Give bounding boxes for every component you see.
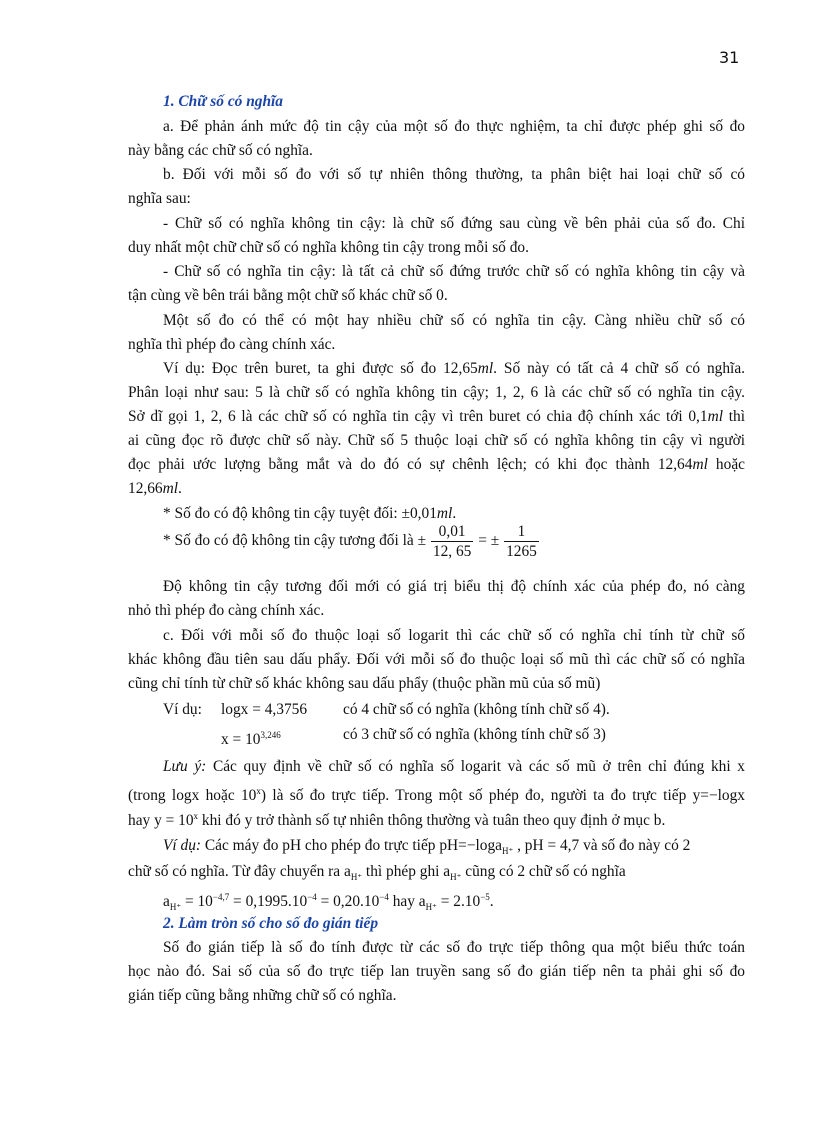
bullet-line: duy nhất một chữ chữ số có nghĩa không tin cậy trong mỗi số đo.: [128, 239, 529, 256]
paragraph-line: b. Đối với mỗi số đo với số tự nhiên thông thường, ta phân biệt hai loại chữ số có: [163, 166, 745, 183]
example-line: chữ số có nghĩa. Từ đây chuyển ra $a_{H^+}$ thì phép ghi $a_{H^+}$ cũng có 2 chữ số có nghĩa: [128, 863, 626, 882]
note-line: (trong logx hoặc 10$^x$) là số đo trực tiếp. Trong một số phép đo, người ta đo trực tiếp y=−logx: [128, 786, 745, 804]
paragraph-line: Số đo gián tiếp là số đo tính được từ các số đo trực tiếp thông qua một biểu thức toán: [163, 939, 745, 956]
example-line: ai cũng đọc rõ được chữ số này. Chữ số 5 thuộc loại chữ số có nghĩa không tin cậy vì người: [128, 432, 745, 449]
paragraph-line: học nào đó. Sai số của số đo trực tiếp lan truyền sang số đo gián tiếp nên ta phải ghi số đo: [128, 963, 745, 980]
relative-uncertainty-formula: * Số đo có độ không tin cậy tương đối là ± $\frac{0,01}{12, 65}$ = ± $\frac{1}{1265}$: [163, 523, 537, 560]
paragraph-line: này bằng các chữ số có nghĩa.: [128, 142, 313, 159]
fraction: $\frac{0,01}{12, 65}$: [432, 523, 472, 560]
note-line: hay $y = 10^x$ khi đó y trở thành số tự nhiên thông thường và tuân theo quy định ở mục b.: [128, 811, 666, 829]
page-number: 31: [719, 48, 740, 67]
bullet-line: - Chữ số có nghĩa tin cậy: là tất cả chữ số đứng trước chữ số có nghĩa không tin cậy và: [163, 263, 745, 280]
section-heading-1: 1. Chữ số có nghĩa: [163, 93, 283, 110]
paragraph-line: Một số đo có thể có một hay nhiều chữ số có nghĩa tin cậy. Càng nhiều chữ số có: [163, 312, 745, 329]
example-line: Ví dụ: Các máy đo pH cho phép đo trực tiếp pH=−loga$_{H^+}$ , pH = 4,7 và số đo này có 2: [163, 837, 691, 856]
paragraph-line: c. Đối với mỗi số đo thuộc loại số logarit thì các chữ số có nghĩa chỉ tính từ chữ số: [163, 627, 745, 644]
paragraph-line: Độ không tin cậy tương đối mới có giá trị biểu thị độ chính xác của phép đo, nó càng: [163, 578, 745, 595]
section-heading-2: 2. Làm tròn số cho số đo gián tiếp: [163, 915, 379, 932]
example-line: đọc phải ước lượng bằng mắt và do đó có sự chênh lệch; có khi đọc thành 12,64ml hoặc: [128, 456, 745, 473]
example-equation: $a_{H^+} = 10^{-4,7} = 0,1995.10^{-4} = 0,20.10^{-4}$ hay $a_{H^+} = 2.10^{-5}$.: [163, 892, 494, 912]
paragraph-line: nghĩa thì phép đo càng chính xác.: [128, 336, 336, 353]
absolute-uncertainty: * Số đo có độ không tin cậy tuyệt đối: ±0,01ml.: [163, 505, 457, 522]
paragraph-line: nghĩa sau:: [128, 190, 191, 207]
example-line: 12,66ml.: [128, 480, 182, 497]
paragraph-line: khác không đầu tiên sau dấu phẩy. Đối với mỗi số đo thuộc loại số mũ thì các chữ số có nghĩa: [128, 651, 745, 668]
example-line: Ví dụ: Đọc trên buret, ta ghi được số đo 12,65ml. Số này có tất cả 4 chữ số có nghĩa.: [163, 360, 745, 377]
example-line: Sở dĩ gọi 1, 2, 6 là các chữ số có nghĩa tin cậy vì trên buret có chia độ chính xác tới 0,1ml thì: [128, 408, 745, 425]
bullet-line: - Chữ số có nghĩa không tin cậy: là chữ số đứng sau cùng về bên phải của số đo. Chỉ: [163, 215, 745, 232]
paragraph-line: gián tiếp cũng bằng những chữ số có nghĩa.: [128, 987, 397, 1004]
example-line: Phân loại như sau: 5 là chữ số có nghĩa không tin cậy; 1, 2, 6 là các chữ số có nghĩa tin cậy.: [128, 384, 745, 401]
note-line: Lưu ý: Các quy định về chữ số có nghĩa số logarit và các số mũ ở trên chỉ đúng khi x: [163, 758, 746, 775]
bullet-line: tận cùng về bên trái bằng một chữ số khác chữ số 0.: [128, 287, 448, 304]
example-row-log: Ví dụ: logx = 4,3756 có 4 chữ số có nghĩa (không tính chữ số 4).: [163, 701, 610, 718]
paragraph-line: nhỏ thì phép đo càng chính xác.: [128, 602, 325, 619]
fraction: $\frac{1}{1265}$: [506, 523, 537, 560]
paragraph-line: a. Để phản ánh mức độ tin cậy của một số đo thực nghiệm, ta chỉ được phép ghi số đo: [163, 118, 745, 135]
paragraph-line: cũng chỉ tính từ chữ số khác không sau dấu phẩy (thuộc phần mũ của số mũ): [128, 675, 601, 692]
